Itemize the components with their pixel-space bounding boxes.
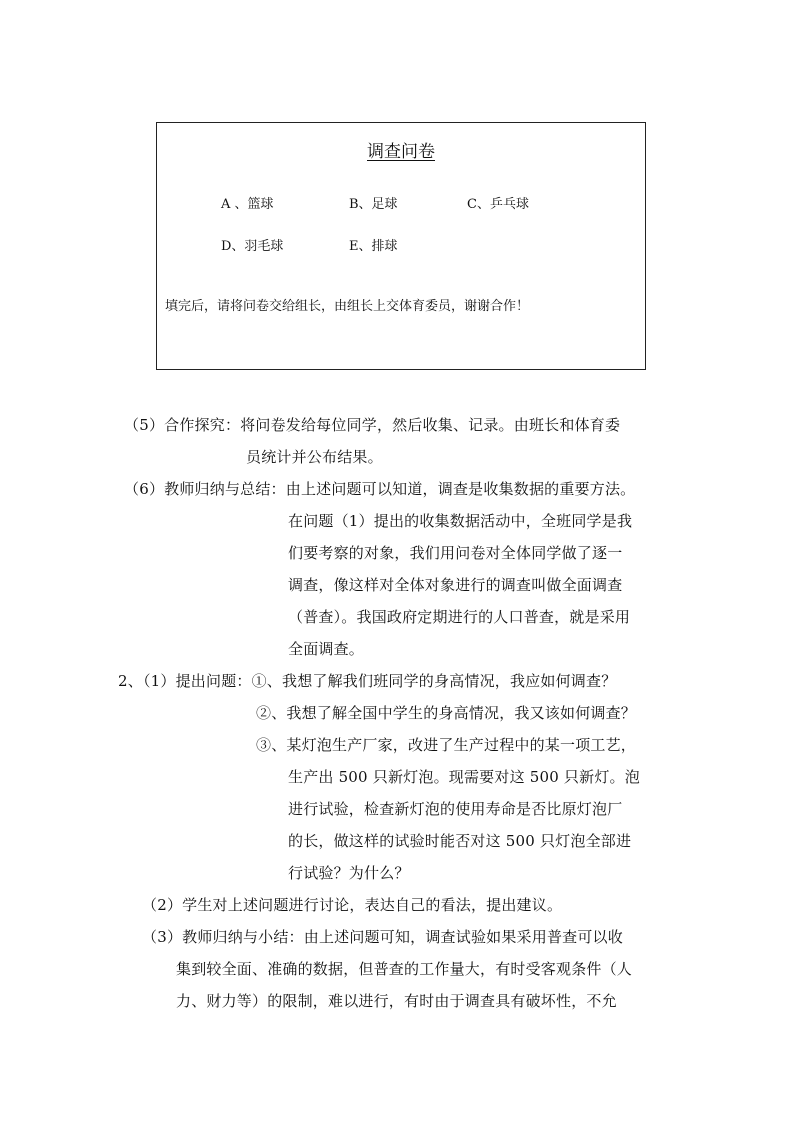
text-line: 的长，做这样的试验时能否对这 500 只灯泡全部进 xyxy=(288,832,632,850)
text-line: ②、我想了解全国中学生的身高情况，我又该如何调查？ xyxy=(256,704,637,722)
text-line: 行试验？为什么？ xyxy=(288,864,410,882)
survey-title: 调查问卷 xyxy=(367,142,435,162)
text-line: 力、财力等）的限制，难以进行，有时由于调查具有破坏性，不允 xyxy=(176,992,617,1010)
survey-box xyxy=(156,122,646,370)
text-line: （普查）。我国政府定期进行的人口普查，就是采用 xyxy=(288,608,631,626)
text-line: （6）教师归纳与总结：由上述问题可以知道，调查是收集数据的重要方法。 xyxy=(124,480,636,498)
text-line: （3）教师归纳与小结：由上述问题可知，调查试验如果采用普查可以收 xyxy=(142,928,623,946)
survey-note: 填完后，请将问卷交给组长，由组长上交体育委员，谢谢合作！ xyxy=(165,299,530,314)
text-line: （2）学生对上述问题进行讨论，表达自己的看法，提出建议。 xyxy=(142,896,563,914)
option-b: B、足球 xyxy=(349,197,398,212)
option-a: A 、篮球 xyxy=(221,197,274,212)
text-line: 进行试验，检查新灯泡的使用寿命是否比原灯泡厂 xyxy=(288,800,623,818)
text-line: ③、某灯泡生产厂家，改进了生产过程中的某一项工艺， xyxy=(256,736,637,754)
option-d: D、羽毛球 xyxy=(221,239,284,254)
text-line: （5）合作探究：将问卷发给每位同学，然后收集、记录。由班长和体育委 xyxy=(124,416,621,434)
option-c: C、乒乓球 xyxy=(467,197,529,212)
option-e: E、排球 xyxy=(349,239,398,254)
text-line: 生产出 500 只新灯泡。现需要对这 500 只新灯。泡 xyxy=(288,768,640,786)
text-line: 集到较全面、准确的数据，但普查的工作量大，有时受客观条件（人 xyxy=(176,960,633,978)
text-line: 们要考察的对象，我们用问卷对全体同学做了逐一 xyxy=(288,544,623,562)
text-line: 调查，像这样对全体对象进行的调查叫做全面调查 xyxy=(288,576,623,594)
text-line: 在问题（1）提出的收集数据活动中，全班同学是我 xyxy=(288,512,633,530)
text-line: 全面调查。 xyxy=(288,640,365,658)
text-line: 员统计并公布结果。 xyxy=(246,448,383,466)
text-line: 2、（1）提出问题：①、我想了解我们班同学的身高情况，我应如何调查？ xyxy=(118,672,617,690)
